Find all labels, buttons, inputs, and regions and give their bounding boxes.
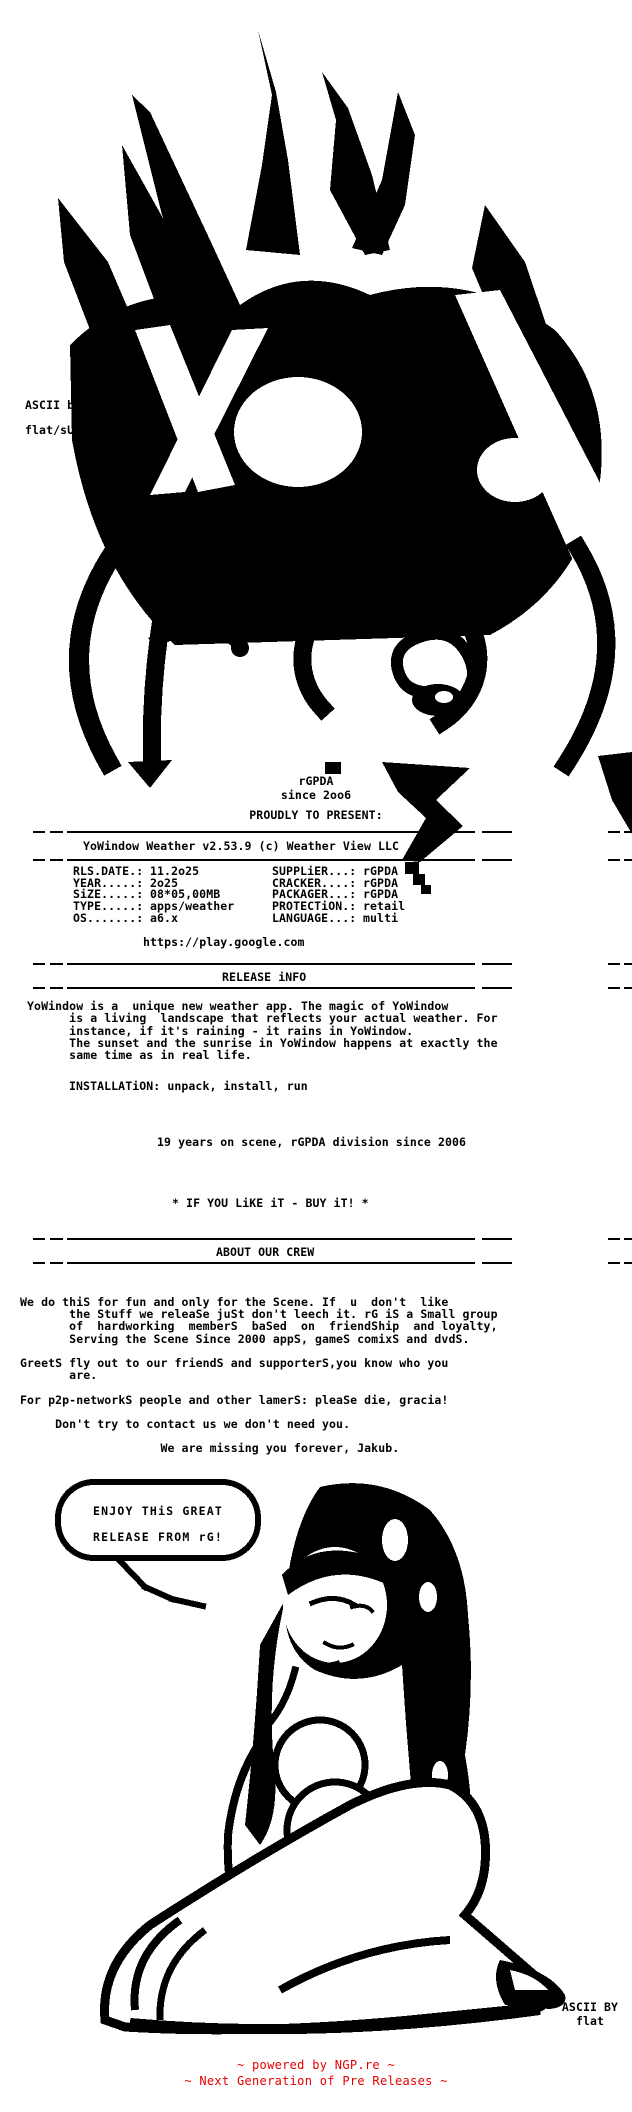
field-value: 08*05,00MB [150, 887, 221, 902]
field-label: PROTECTiON.: [272, 899, 357, 914]
field-label: RLS.DATE.: [73, 864, 144, 878]
field-value: rGPDA [363, 887, 399, 902]
field-label: SUPPLiER...: [272, 864, 357, 878]
powered-by-line: ~ powered by NGP.re ~ [236, 2058, 396, 2072]
ascii-by-label: ASCII BY [561, 2000, 619, 2014]
release-info-header-box [0, 963, 632, 989]
buy-it-line: * IF YOU LiKE iT - BUY iT! * [172, 1196, 369, 1210]
footer [0, 2057, 632, 2089]
presenter-block [0, 775, 632, 823]
crew-paragraphs [20, 1296, 498, 1455]
section-heading-about-crew: ABOUT OUR CREW [216, 1245, 315, 1259]
kneeling-girl-ascii-art [20, 1475, 632, 2045]
store-url[interactable]: https://play.google.com [143, 935, 305, 949]
field-label: LANGUAGE...: [272, 910, 357, 925]
scene-anniversary-line: 19 years on scene, rGPDA division since 2006 [157, 1135, 467, 1149]
group-since: since 2oo6 [280, 787, 352, 802]
nfo-line: are. [20, 1368, 98, 1383]
nfo-line: Serving the Scene Since 2000 appS, gameS comixS and dvdS. [20, 1331, 470, 1346]
ascii-artist-name: flat [575, 2013, 605, 2028]
nfo-line: of hardworking memberS baSed on friendShip and loyalty, [20, 1319, 498, 1334]
crew-header-box [0, 1238, 632, 1264]
divider-rule [33, 859, 632, 861]
field-label: CRACKER....: [272, 875, 357, 890]
nfo-line: GreetS fly out to our friendS and supporterS,you know who you [20, 1356, 449, 1370]
speech-bubble [58, 1482, 258, 1606]
field-value: rGPDA [363, 864, 399, 878]
release-title: YoWindow Weather v2.53.9 (c) Weather View LLC [83, 839, 400, 853]
ascii-artist-credit-bottom [552, 2001, 628, 2028]
letter-r-stem [152, 598, 165, 762]
nfo-line: For p2p-networkS people and other lamerS: pleaSe die, gracia! [20, 1392, 449, 1407]
nfo-line: We are missing you forever, Jakub. [20, 1441, 400, 1456]
field-label: PACKAGER...: [272, 887, 357, 902]
field-value: retail [363, 899, 406, 914]
field-value: a6.x [150, 910, 179, 925]
ascii-artist-credit-top [25, 393, 81, 443]
title-box [0, 831, 632, 861]
field-label: YEAR.....: [73, 875, 144, 890]
nfo-line: same time as in real life. [20, 1048, 252, 1062]
ascii-artist-name: flat/sUx [25, 423, 82, 437]
footer-tagline: ~ Next Generation of Pre Releases ~ [184, 2074, 448, 2088]
flame-dragon-rG-logo-ascii-art [0, 0, 632, 905]
release-notes-paragraph [20, 1000, 498, 1061]
nfo-line: the Stuff we releaSe juSt don't leech it. rG iS a Small group [20, 1307, 498, 1322]
paren-right [566, 548, 606, 764]
nfo-line: We do thiS for fun and only for the Scene. If u don't like [20, 1295, 449, 1309]
field-value: apps/weather [150, 899, 235, 914]
nfo-line: The sunset and the sunrise in YoWindow happens at exactly the [20, 1035, 498, 1050]
divider-rule [33, 1262, 632, 1264]
proudly-presents-line: PROUDLY TO PRESENT: [249, 808, 383, 822]
paren-left [79, 555, 112, 762]
letter-g-core-highlight [435, 691, 453, 703]
divider-rule [33, 987, 632, 989]
field-value: rGPDA [363, 875, 399, 890]
nfo-line: is a living landscape that reflects your actual weather. For [20, 1011, 498, 1026]
field-label: TYPE.....: [73, 899, 144, 914]
field-value: 2o25 [150, 875, 179, 890]
bubble-line-2: RELEASE FROM rG! [93, 1530, 223, 1544]
field-value: multi [363, 910, 399, 925]
installation-line: INSTALLATiON: unpack, install, run [69, 1079, 308, 1093]
nfo-line: Don't try to contact us we don't need you. [20, 1416, 351, 1431]
nfo-line: YoWindow is a unique new weather app. The magic of YoWindow [20, 999, 449, 1013]
field-value: 11.2o25 [150, 864, 200, 878]
field-label: OS.......: [73, 910, 144, 925]
group-name: rGPDA [298, 774, 334, 788]
nfo-line: instance, if it's raining - it rains in YoWindow. [20, 1023, 414, 1038]
bubble-line-1: ENJOY THiS GREAT [93, 1504, 223, 1518]
nfo-line [20, 1381, 498, 1393]
ascii-by-label: ASCII by [25, 398, 82, 412]
speech-bubble-tail [120, 1561, 203, 1606]
table-row [20, 910, 612, 925]
release-info-table [20, 866, 612, 924]
girl-legs [105, 1783, 566, 2030]
field-label: SiZE.....: [73, 887, 144, 902]
section-heading-release-info: RELEASE iNFO [222, 970, 307, 984]
